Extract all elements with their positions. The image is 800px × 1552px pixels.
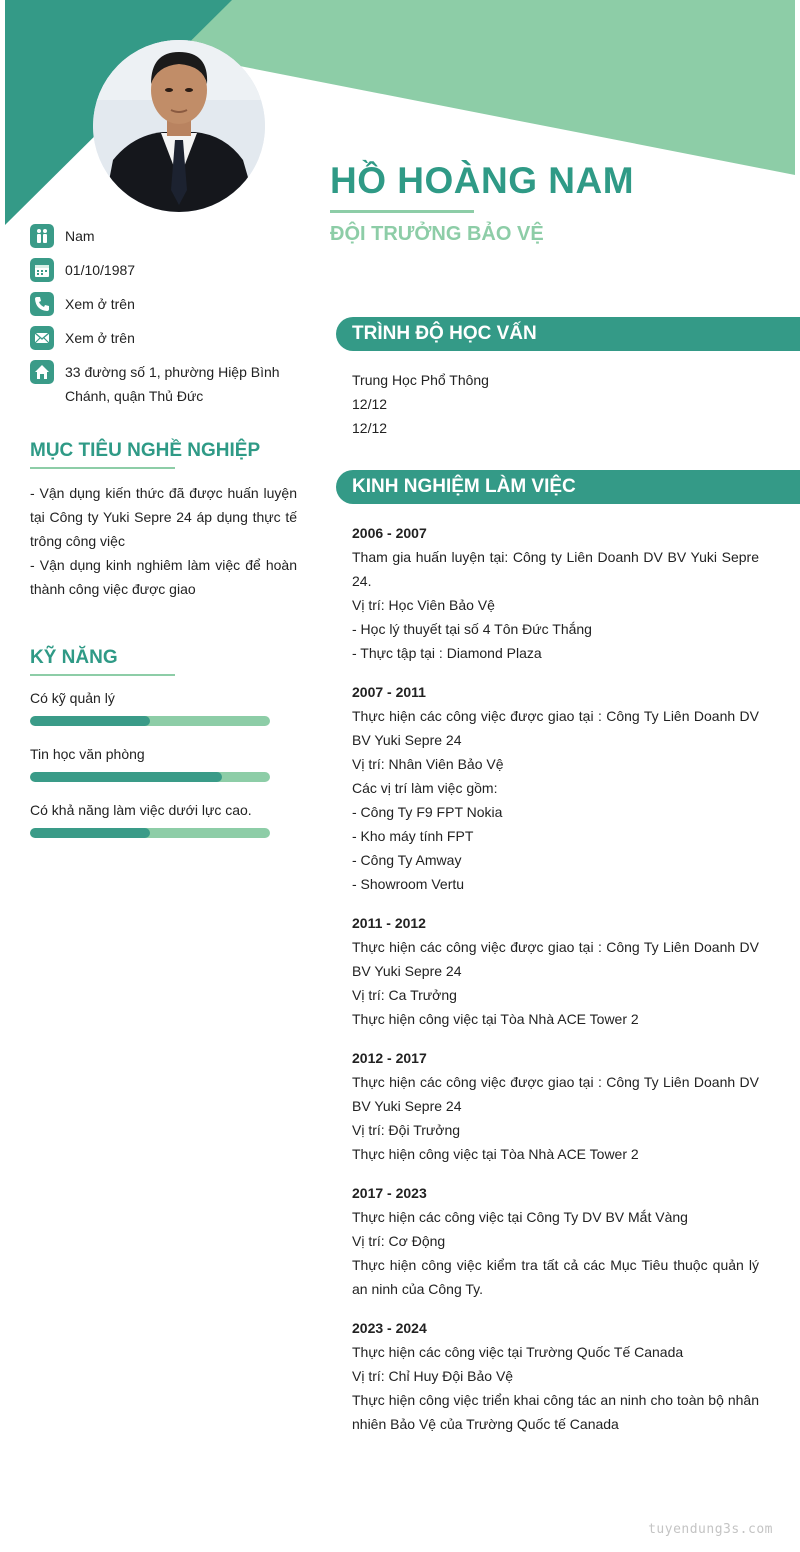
objective-text xyxy=(30,481,297,601)
experience-period: 2011 - 2012 xyxy=(352,915,426,931)
contact-phone-text: Xem ở trên xyxy=(65,296,135,312)
objective-heading: MỤC TIÊU NGHỀ NGHIỆP xyxy=(30,440,261,461)
experience-line: Thực hiện các công việc được giao tại : Công Ty Liên Doanh DV BV Yuki Sepre 24 xyxy=(352,708,759,748)
experience-line: Vị trí: Đội Trưởng xyxy=(352,1122,461,1138)
experience-line: - Thực tập tại : Diamond Plaza xyxy=(352,645,542,661)
experience-period: 2007 - 2011 xyxy=(352,684,426,700)
experience-line: Thực hiện các công việc được giao tại : Công Ty Liên Doanh DV BV Yuki Sepre 24 xyxy=(352,939,759,979)
experience-line: Tham gia huấn luyện tại: Công ty Liên Doanh DV BV Yuki Sepre 24. xyxy=(352,549,759,589)
education-line: Trung Học Phổ Thông xyxy=(352,372,489,388)
skill-bar xyxy=(30,772,270,782)
experience-section-header xyxy=(336,470,800,504)
contact-info xyxy=(30,224,300,418)
experience-line: Vị trí: Ca Trưởng xyxy=(352,987,457,1003)
skill-item xyxy=(30,686,270,726)
contact-email-text: Xem ở trên xyxy=(65,330,135,346)
education-section-header xyxy=(336,317,800,351)
email-icon xyxy=(30,326,54,350)
experience-line: Vị trí: Cơ Động xyxy=(352,1233,446,1249)
experience-line: - Học lý thuyết tại số 4 Tôn Đức Thắng xyxy=(352,621,592,637)
objective-line: - Vận dụng kinh nghiêm làm việc để hoàn thành công việc được giao xyxy=(30,557,297,597)
education-content xyxy=(352,368,762,440)
watermark: tuyendung3s.com xyxy=(648,1522,773,1537)
skill-name: Tin học văn phòng xyxy=(30,746,145,762)
skill-item xyxy=(30,742,270,782)
experience-line: - Công Ty F9 FPT Nokia xyxy=(352,804,503,820)
education-line: 12/12 xyxy=(352,396,388,412)
skills-heading: KỸ NĂNG xyxy=(30,647,118,668)
candidate-name: HỒ HOÀNG NAM xyxy=(330,160,635,201)
job-title: ĐỘI TRƯỞNG BẢO VỆ xyxy=(330,223,544,245)
experience-item xyxy=(352,680,759,896)
skills-list xyxy=(30,686,270,854)
contact-phone xyxy=(30,292,300,316)
experience-period: 2017 - 2023 xyxy=(352,1185,427,1201)
experience-line: Thực hiện các công việc tại Công Ty DV BV Mắt Vàng xyxy=(352,1209,688,1225)
experience-line: - Showroom Vertu xyxy=(352,876,465,892)
experience-item xyxy=(352,521,759,665)
experience-heading: KINH NGHIỆM LÀM VIỆC xyxy=(352,476,576,497)
experience-list xyxy=(352,521,759,1451)
experience-item xyxy=(352,1046,759,1166)
experience-item xyxy=(352,1181,759,1301)
experience-item xyxy=(352,1316,759,1436)
skill-name: Có khả năng làm việc dưới lực cao. xyxy=(30,802,252,818)
objective-underline xyxy=(30,467,175,469)
contact-birthday-text: 01/10/1987 xyxy=(65,262,136,278)
contact-email xyxy=(30,326,300,350)
experience-line: Các vị trí làm việc gồm: xyxy=(352,780,498,796)
experience-line: - Công Ty Amway xyxy=(352,852,462,868)
experience-line: Vị trí: Học Viên Bảo Vệ xyxy=(352,597,495,613)
skill-bar-fill xyxy=(30,772,222,782)
skill-name: Có kỹ quản lý xyxy=(30,690,115,706)
experience-line: Thực hiện công việc tại Tòa Nhà ACE Tower 2 xyxy=(352,1146,639,1162)
calendar-icon xyxy=(30,258,54,282)
contact-gender xyxy=(30,224,300,248)
home-icon xyxy=(30,360,54,384)
experience-line: Thực hiện công việc tại Tòa Nhà ACE Tower 2 xyxy=(352,1011,639,1027)
experience-line: - Kho máy tính FPT xyxy=(352,828,474,844)
skill-bar xyxy=(30,828,270,838)
skill-bar xyxy=(30,716,270,726)
contact-address xyxy=(30,360,300,408)
contact-birthday xyxy=(30,258,300,282)
experience-period: 2006 - 2007 xyxy=(352,525,427,541)
experience-line: Vị trí: Nhân Viên Bảo Vệ xyxy=(352,756,504,772)
experience-line: Thực hiện công việc triển khai công tác an ninh cho toàn bộ nhân nhiên Bảo Vệ của Trường Quốc tế Canada xyxy=(352,1392,759,1432)
skill-bar-fill xyxy=(30,828,150,838)
experience-line: Thực hiện các công việc được giao tại : Công Ty Liên Doanh DV BV Yuki Sepre 24 xyxy=(352,1074,759,1114)
contact-gender-text: Nam xyxy=(65,228,95,244)
avatar xyxy=(93,40,265,212)
education-heading: TRÌNH ĐỘ HỌC VẤN xyxy=(352,323,537,344)
phone-icon xyxy=(30,292,54,316)
experience-period: 2012 - 2017 xyxy=(352,1050,427,1066)
objective-line: - Vận dụng kiến thức đã được huấn luyện tại Công ty Yuki Sepre 24 áp dụng thực tế trông công việc xyxy=(30,485,297,549)
experience-period: 2023 - 2024 xyxy=(352,1320,427,1336)
skills-underline xyxy=(30,674,175,676)
experience-line: Vị trí: Chỉ Huy Đội Bảo Vệ xyxy=(352,1368,514,1384)
name-underline xyxy=(330,210,474,213)
skill-item xyxy=(30,798,270,838)
experience-item xyxy=(352,911,759,1031)
skill-bar-fill xyxy=(30,716,150,726)
gender-icon xyxy=(30,224,54,248)
education-line: 12/12 xyxy=(352,420,388,436)
contact-address-text: 33 đường số 1, phường Hiệp Bình Chánh, quận Thủ Đức xyxy=(65,364,280,404)
experience-line: Thực hiện các công việc tại Trường Quốc Tế Canada xyxy=(352,1344,684,1360)
experience-line: Thực hiện công việc kiểm tra tất cả các Mục Tiêu thuộc quản lý an ninh của Công Ty. xyxy=(352,1257,759,1297)
